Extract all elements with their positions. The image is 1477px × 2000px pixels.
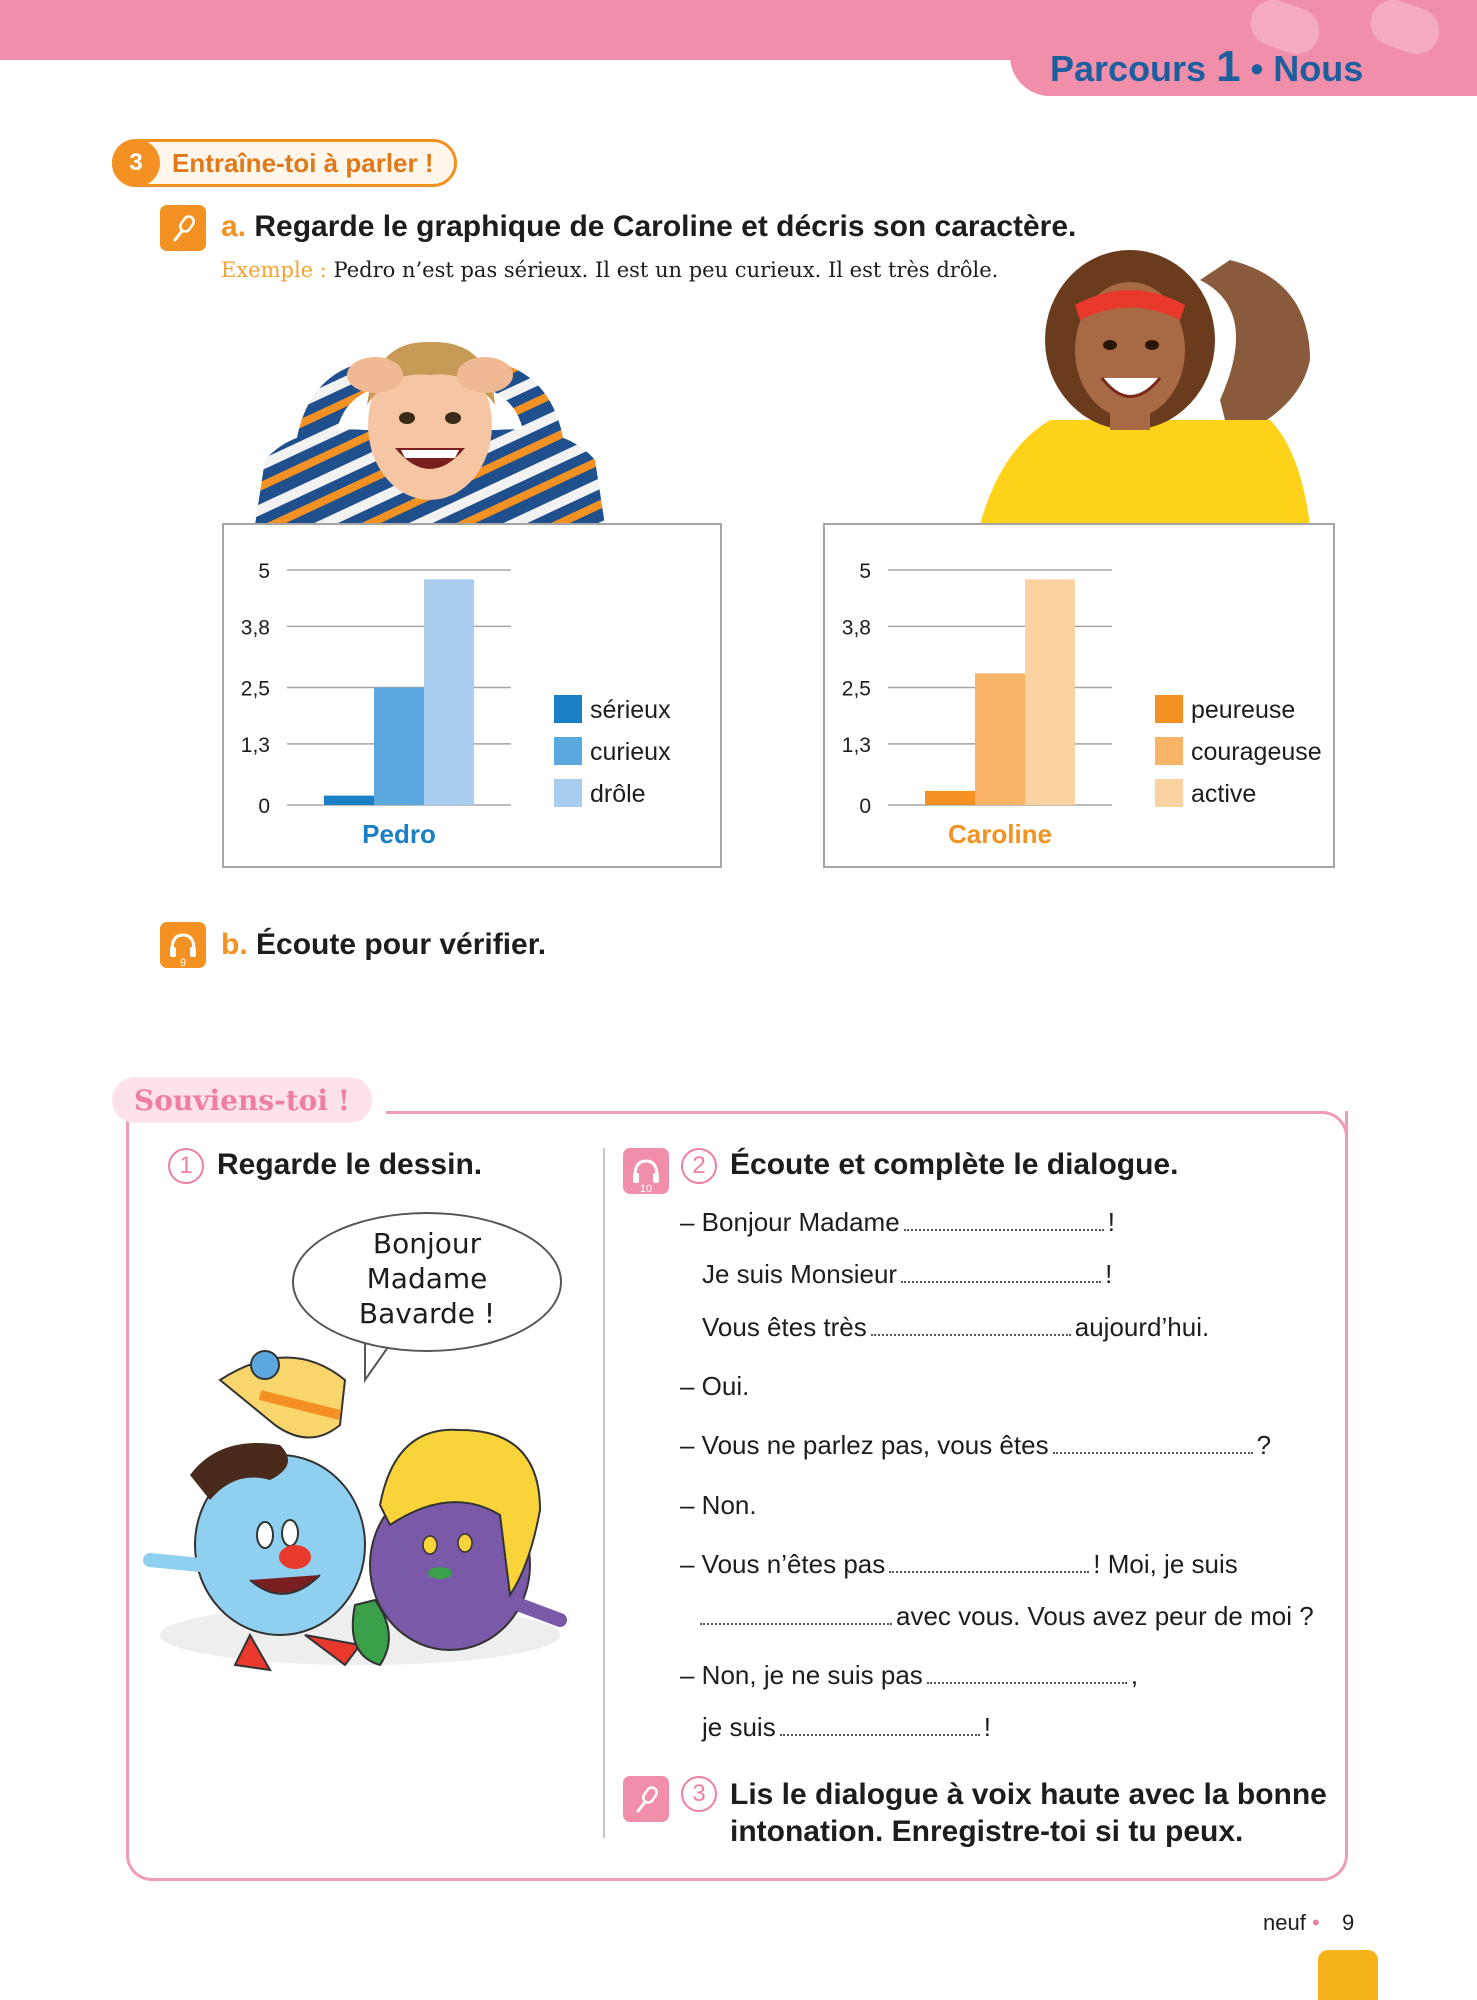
legend-label: active — [1191, 780, 1257, 808]
blank[interactable] — [904, 1209, 1104, 1231]
track-number: 10 — [639, 1183, 653, 1195]
caroline-photo — [980, 250, 1345, 525]
dialogue-line: – Non. — [680, 1490, 757, 1520]
pedro-chart-svg — [224, 525, 724, 870]
y-tick-label: 5 — [859, 560, 871, 583]
souviens-title: Souviens-toi ! — [134, 1083, 351, 1117]
blank[interactable] — [889, 1551, 1089, 1573]
legend-label: courageuse — [1191, 738, 1322, 766]
x-category-label: Pedro — [362, 819, 436, 849]
shoe-print-icon — [1364, 0, 1446, 61]
step-3-number: 3 — [681, 1776, 717, 1812]
section-3-heading — [112, 139, 457, 187]
dialogue-line: – Non, je ne suis pas , — [680, 1660, 1139, 1690]
blank[interactable] — [1053, 1432, 1253, 1454]
step-3-title: Lis le dialogue à voix haute avec la bonne intonation. Enregistre-toi si tu peux. — [730, 1778, 1327, 1848]
y-tick-label: 3,8 — [841, 616, 871, 640]
caroline-chart-svg — [825, 525, 1337, 870]
bar — [374, 688, 424, 806]
legend-label: curieux — [590, 738, 671, 766]
souviens-heading — [112, 1077, 372, 1123]
page-tab — [1318, 1950, 1378, 2000]
dialogue-line: – Vous n’êtes pas ! Moi, je suis — [680, 1549, 1238, 1579]
y-tick-label: 5 — [258, 560, 270, 583]
step-1-title: Regarde le dessin. — [217, 1148, 483, 1181]
bar — [1025, 579, 1075, 805]
instruction-b: b. Écoute pour vérifier. — [221, 928, 547, 961]
pedro-chart — [222, 523, 722, 868]
y-tick-label: 0 — [859, 795, 871, 818]
example-text: Exemple : Pedro n’est pas sérieux. Il est un peu curieux. Il est très drôle. — [221, 258, 999, 282]
page-word: neuf • — [1263, 1910, 1320, 1935]
blank[interactable] — [927, 1662, 1127, 1684]
header-title: Parcours 1 • Nous — [1050, 42, 1364, 91]
section-number: 3 — [112, 139, 160, 187]
column-divider — [603, 1148, 605, 1838]
dialogue-line: – Vous ne parlez pas, vous êtes ? — [680, 1430, 1272, 1460]
dialogue-line: – Oui. — [680, 1371, 750, 1401]
dialogue-line: Je suis Monsieur ! — [702, 1259, 1113, 1289]
headphones-icon — [160, 922, 206, 968]
bar — [975, 673, 1025, 805]
bar — [424, 579, 474, 805]
y-tick-label: 2,5 — [240, 677, 270, 701]
y-tick-label: 1,3 — [240, 733, 270, 757]
legend-swatch — [1155, 695, 1183, 723]
blank[interactable] — [700, 1603, 892, 1625]
legend-swatch — [554, 779, 582, 807]
microphone-icon — [623, 1776, 669, 1822]
headphones-icon — [623, 1148, 669, 1194]
y-tick-label: 3,8 — [240, 616, 270, 640]
step-1-number: 1 — [168, 1148, 204, 1184]
bar — [925, 791, 975, 805]
y-tick-label: 2,5 — [841, 677, 871, 701]
legend-swatch — [1155, 779, 1183, 807]
track-number: 9 — [179, 957, 187, 969]
pedro-photo — [255, 330, 605, 525]
legend-swatch — [554, 695, 582, 723]
step-2-number: 2 — [681, 1148, 717, 1184]
legend-label: sérieux — [590, 696, 671, 724]
cartoon-drawing — [140, 1335, 580, 1675]
microphone-icon — [160, 205, 206, 251]
instruction-a: a. Regarde le graphique de Caroline et décris son caractère. — [221, 210, 1077, 243]
dialogue-line: Vous êtes très aujourd’hui. — [702, 1312, 1210, 1342]
caroline-chart — [823, 523, 1335, 868]
page-number: 9 — [1342, 1910, 1355, 1935]
blank[interactable] — [780, 1714, 980, 1736]
dialogue-line: – Bonjour Madame ! — [680, 1207, 1115, 1237]
dialogue-line: je suis ! — [702, 1712, 991, 1742]
bar — [324, 796, 374, 805]
legend-swatch — [1155, 737, 1183, 765]
legend-swatch — [554, 737, 582, 765]
y-tick-label: 0 — [258, 795, 270, 818]
blank[interactable] — [871, 1314, 1071, 1336]
y-tick-label: 1,3 — [841, 733, 871, 757]
speech-bubble-text: Bonjour Madame Bavarde ! — [358, 1227, 496, 1330]
blank[interactable] — [901, 1261, 1101, 1283]
legend-label: peureuse — [1191, 696, 1296, 724]
section-title: Entraîne-toi à parler ! — [172, 147, 434, 178]
souviens-frame-top — [386, 1111, 1348, 1141]
step-2-title: Écoute et complète le dialogue. — [730, 1148, 1179, 1181]
dialogue-line: avec vous. Vous avez peur de moi ? — [700, 1601, 1314, 1632]
x-category-label: Caroline — [947, 819, 1053, 849]
legend-label: drôle — [590, 780, 646, 808]
